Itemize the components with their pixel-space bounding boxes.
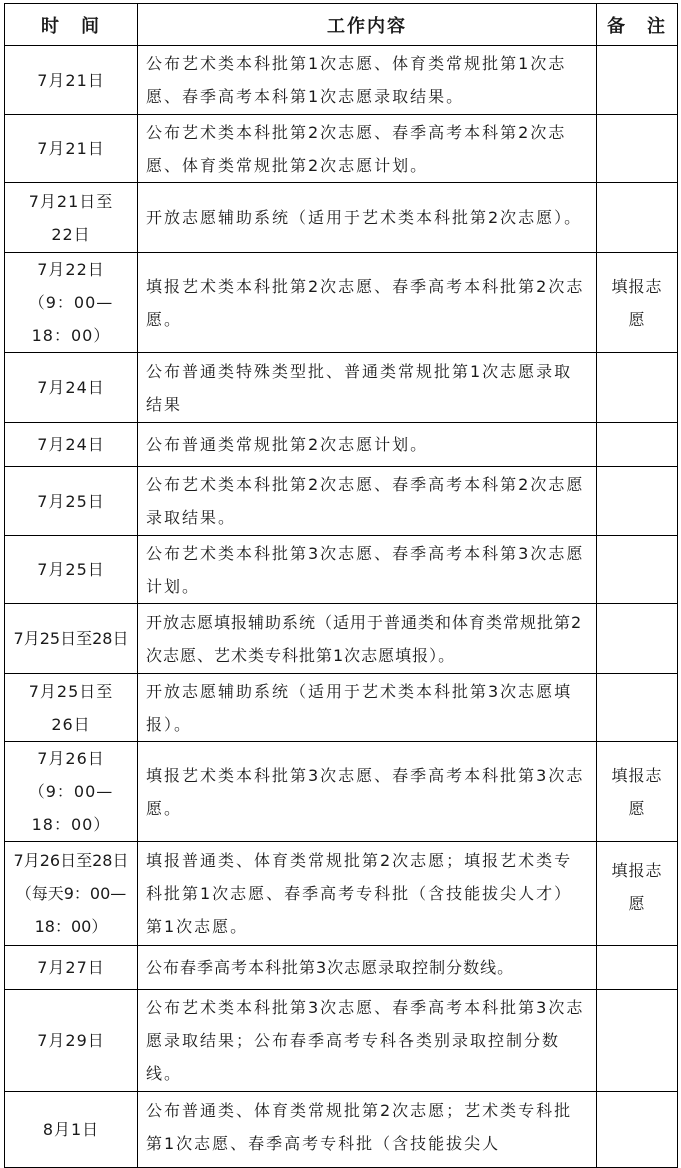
content-cell: 开放志愿填报辅助系统（适用于普通类和体育类常规批第2次志愿、艺术类专科批第1次志愿填报）。 [138, 604, 597, 674]
note-cell [597, 46, 678, 115]
note-cell [597, 674, 678, 742]
note-cell [597, 115, 678, 183]
time-cell: 7月25日 [5, 467, 138, 536]
table-row [5, 990, 678, 1092]
note-cell [597, 423, 678, 467]
note-cell: 填报志愿 [597, 742, 678, 842]
table-row [5, 46, 678, 115]
time-cell: 7月22日（9：00—18：00） [5, 253, 138, 353]
content-cell: 开放志愿辅助系统（适用于艺术类本科批第3次志愿填报）。 [138, 674, 597, 742]
time-cell: 7月25日至26日 [5, 674, 138, 742]
note-cell: 填报志愿 [597, 842, 678, 946]
content-cell: 公布艺术类本科批第1次志愿、体育类常规批第1次志愿、春季高考本科第1次志愿录取结果。 [138, 46, 597, 115]
table-row [5, 467, 678, 536]
header-note: 备 注 [597, 4, 678, 46]
content-cell: 公布艺术类本科批第3次志愿、春季高考本科批第3次志愿录取结果；公布春季高考专科各类别录取控制分数线。 [138, 990, 597, 1092]
content-cell: 填报普通类、体育类常规批第2次志愿；填报艺术类专科批第1次志愿、春季高考专科批（含技能拔尖人才）第1次志愿。 [138, 842, 597, 946]
time-cell: 7月25日 [5, 536, 138, 604]
content-cell: 开放志愿辅助系统（适用于艺术类本科批第2次志愿）。 [138, 183, 597, 253]
note-cell [597, 946, 678, 990]
content-cell: 公布普通类特殊类型批、普通类常规批第1次志愿录取结果 [138, 353, 597, 423]
time-cell: 7月21日 [5, 115, 138, 183]
table-row [5, 1092, 678, 1168]
table-row [5, 742, 678, 842]
time-cell: 7月29日 [5, 990, 138, 1092]
table-row [5, 423, 678, 467]
time-cell: 7月21日 [5, 46, 138, 115]
time-cell: 7月26日至28日（每天9：00—18：00） [5, 842, 138, 946]
content-cell: 公布艺术类本科批第2次志愿、春季高考本科第2次志愿录取结果。 [138, 467, 597, 536]
table-row [5, 115, 678, 183]
time-cell: 7月24日 [5, 423, 138, 467]
header-time: 时 间 [5, 4, 138, 46]
header-row [5, 4, 678, 46]
content-cell: 公布普通类常规批第2次志愿计划。 [138, 423, 597, 467]
table-row [5, 842, 678, 946]
table-row [5, 536, 678, 604]
content-cell: 填报艺术类本科批第2次志愿、春季高考本科批第2次志愿。 [138, 253, 597, 353]
note-cell [597, 990, 678, 1092]
note-cell [597, 183, 678, 253]
content-cell: 公布艺术类本科批第2次志愿、春季高考本科第2次志愿、体育类常规批第2次志愿计划。 [138, 115, 597, 183]
note-cell [597, 467, 678, 536]
table-row [5, 674, 678, 742]
content-cell: 填报艺术类本科批第3次志愿、春季高考本科批第3次志愿。 [138, 742, 597, 842]
time-cell: 7月21日至22日 [5, 183, 138, 253]
table-row [5, 604, 678, 674]
content-cell: 公布春季高考本科批第3次志愿录取控制分数线。 [138, 946, 597, 990]
schedule-table [4, 3, 678, 1168]
content-cell: 公布普通类、体育类常规批第2次志愿；艺术类专科批第1次志愿、春季高考专科批（含技能拔尖人 [138, 1092, 597, 1168]
time-cell: 7月27日 [5, 946, 138, 990]
table-row [5, 183, 678, 253]
time-cell: 8月1日 [5, 1092, 138, 1168]
note-cell: 填报志愿 [597, 253, 678, 353]
content-cell: 公布艺术类本科批第3次志愿、春季高考本科第3次志愿计划。 [138, 536, 597, 604]
note-cell [597, 604, 678, 674]
time-cell: 7月24日 [5, 353, 138, 423]
table-row [5, 353, 678, 423]
note-cell [597, 353, 678, 423]
table-row [5, 946, 678, 990]
note-cell [597, 1092, 678, 1168]
note-cell [597, 536, 678, 604]
time-cell: 7月26日（9：00—18：00） [5, 742, 138, 842]
header-content: 工作内容 [138, 4, 597, 46]
time-cell: 7月25日至28日 [5, 604, 138, 674]
table-row [5, 253, 678, 353]
